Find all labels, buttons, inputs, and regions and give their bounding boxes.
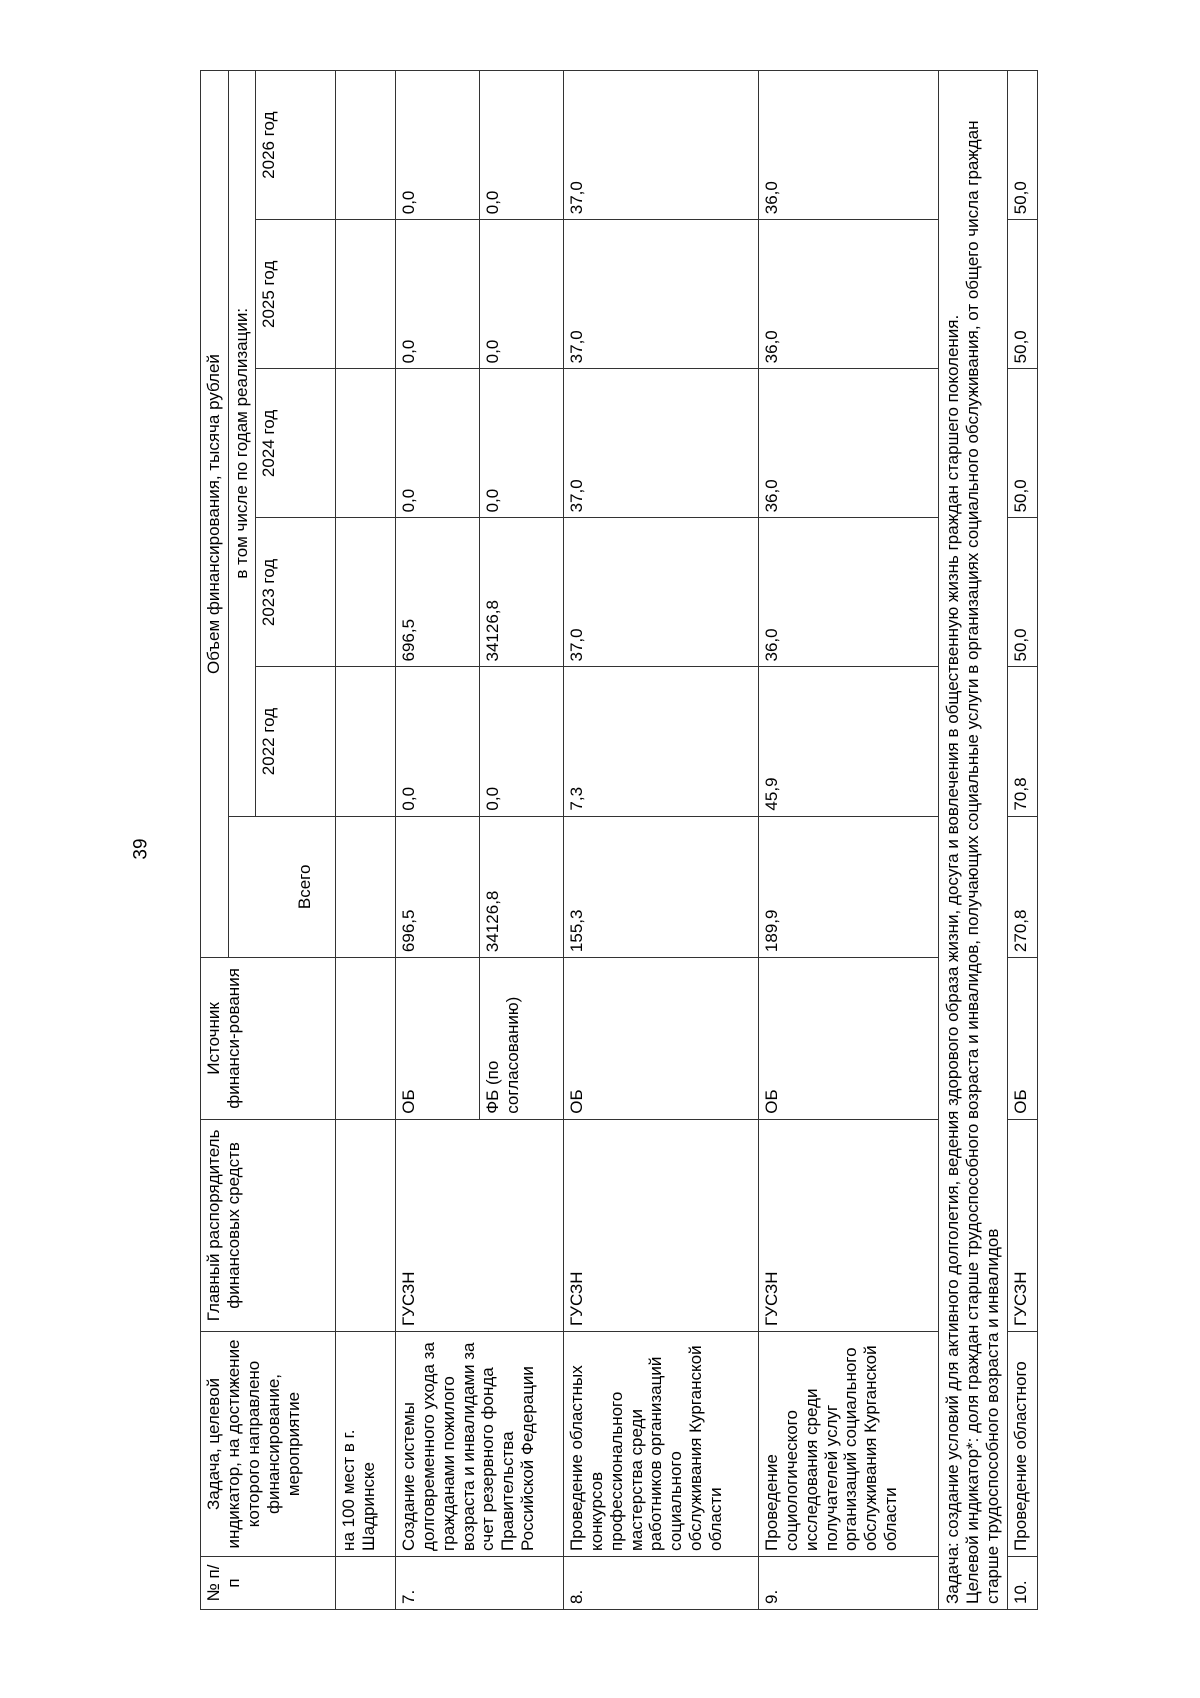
cell-year: 34126,8 bbox=[479, 518, 563, 667]
cell-year bbox=[335, 667, 395, 816]
cell-year: 50,0 bbox=[1007, 369, 1037, 518]
cell-source: ФБ (по согласованию) bbox=[479, 958, 563, 1120]
header-num: № п/п bbox=[201, 1556, 336, 1609]
header-total: Всего bbox=[229, 816, 336, 958]
cell-distributor: ГУСЗН bbox=[563, 1119, 758, 1331]
cell-num: 8. bbox=[563, 1556, 758, 1609]
cell-total: 270,8 bbox=[1007, 816, 1037, 958]
task-block-row bbox=[938, 71, 1007, 1610]
cell-task: Создание системы долговременного ухода за гражданами пожилого возраста и инвалидами за счет резервного фонда Правительства Российской Федерации bbox=[395, 1332, 563, 1557]
cell-year bbox=[335, 71, 395, 220]
cell-year: 0,0 bbox=[395, 667, 479, 816]
cell-year: 37,0 bbox=[563, 71, 758, 220]
header-task: Задача, целевой индикатор, на достижение которого направлено финансирование, мероприятие bbox=[201, 1332, 336, 1557]
cell-distributor: ГУСЗН bbox=[395, 1119, 563, 1331]
cell-total: 155,3 bbox=[563, 816, 758, 958]
cell-total bbox=[335, 816, 395, 958]
cell-num: 10. bbox=[1007, 1556, 1037, 1609]
cell-year: 0,0 bbox=[479, 220, 563, 369]
cell-source: ОБ bbox=[758, 958, 938, 1120]
cell-year: 36,0 bbox=[758, 71, 938, 220]
header-funding: Объем финансирования, тысяча рублей bbox=[201, 71, 229, 958]
header-year: 2024 год bbox=[255, 369, 335, 518]
cell-num: 9. bbox=[758, 1556, 938, 1609]
cell-year: 0,0 bbox=[395, 220, 479, 369]
cell-year: 0,0 bbox=[479, 369, 563, 518]
cell-year: 36,0 bbox=[758, 369, 938, 518]
page-number: 39 bbox=[130, 838, 152, 860]
cell-task: Проведение социологического исследования среди получателей услуг организаций социального обслуживания Курганской области bbox=[758, 1332, 938, 1557]
cell-year bbox=[335, 518, 395, 667]
cell-year: 7,3 bbox=[563, 667, 758, 816]
header-by-years: в том числе по годам реализации: bbox=[229, 71, 256, 817]
table-row bbox=[758, 71, 938, 1610]
cell-source bbox=[335, 958, 395, 1120]
header-year: 2025 год bbox=[255, 220, 335, 369]
header-year: 2026 год bbox=[255, 71, 335, 220]
table-row bbox=[1007, 71, 1037, 1610]
cell-num: 7. bbox=[395, 1556, 563, 1609]
cell-task: Проведение областного bbox=[1007, 1332, 1037, 1557]
cell-year: 696,5 bbox=[395, 518, 479, 667]
cell-year: 36,0 bbox=[758, 220, 938, 369]
cell-year: 70,8 bbox=[1007, 667, 1037, 816]
cell-year: 0,0 bbox=[479, 71, 563, 220]
cell-source: ОБ bbox=[563, 958, 758, 1120]
cell-year: 50,0 bbox=[1007, 220, 1037, 369]
cell-total: 34126,8 bbox=[479, 816, 563, 958]
task-text: Задача: создание условий для активного долголетия, ведения здорового образа жизни, досуга и вовлечения в общественную жизнь граждан старшего поколения. bbox=[942, 314, 962, 1604]
cell-year: 0,0 bbox=[395, 369, 479, 518]
cell-year bbox=[335, 369, 395, 518]
cell-total: 696,5 bbox=[395, 816, 479, 958]
table-row bbox=[395, 71, 479, 1610]
cell-task: на 100 мест в г. Шадринске bbox=[335, 1332, 395, 1557]
indicator-text: Целевой индикатор*: доля граждан старше трудоспособного возраста и инвалидов, получающих социальные услуги в организациях социального обслуживания, от общего числа граждан старше трудоспособного возраста и инвалидов bbox=[962, 120, 1002, 1604]
cell-task: Проведение областных конкурсов профессионального мастерства среди работников организаций социального обслуживания Курганской области bbox=[563, 1332, 758, 1557]
cell-year: 37,0 bbox=[563, 369, 758, 518]
header-year: 2022 год bbox=[255, 667, 335, 816]
table-row bbox=[335, 71, 395, 1610]
cell-source: ОБ bbox=[395, 958, 479, 1120]
header-year: 2023 год bbox=[255, 518, 335, 667]
cell-distributor: ГУСЗН bbox=[758, 1119, 938, 1331]
cell-year: 37,0 bbox=[563, 518, 758, 667]
cell-year: 0,0 bbox=[395, 71, 479, 220]
header-distributor: Главный распорядитель финансовых средств bbox=[201, 1119, 336, 1331]
cell-year: 50,0 bbox=[1007, 518, 1037, 667]
cell-year: 45,9 bbox=[758, 667, 938, 816]
cell-year: 37,0 bbox=[563, 220, 758, 369]
cell-num bbox=[335, 1556, 395, 1609]
cell-distributor: ГУСЗН bbox=[1007, 1119, 1037, 1331]
cell-source: ОБ bbox=[1007, 958, 1037, 1120]
cell-distributor bbox=[335, 1119, 395, 1331]
cell-year bbox=[335, 220, 395, 369]
table-row bbox=[563, 71, 758, 1610]
cell-total: 189,9 bbox=[758, 816, 938, 958]
funding-table bbox=[200, 70, 1038, 1610]
rotated-table-container bbox=[200, 70, 1110, 1610]
cell-year: 36,0 bbox=[758, 518, 938, 667]
cell-year: 0,0 bbox=[479, 667, 563, 816]
cell-year: 50,0 bbox=[1007, 71, 1037, 220]
header-source: Источник финанси-рования bbox=[201, 958, 336, 1120]
